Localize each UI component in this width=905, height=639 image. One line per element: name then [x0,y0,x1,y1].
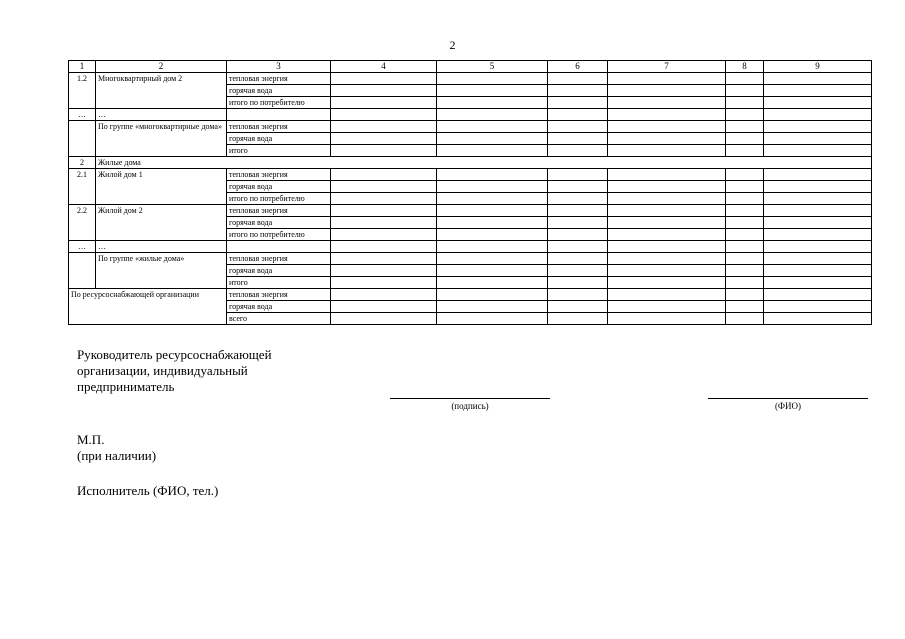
resource-cell: тепловая энергия [227,121,331,133]
resource-cell: тепловая энергия [227,289,331,301]
col-header: 7 [608,61,726,73]
resource-cell: итого по потребителю [227,193,331,205]
row-number: 2.1 [69,169,96,205]
head-title-text: Руководитель ресурсоснабжающей организации, индивидуальный предприниматель [77,347,272,394]
resource-cell: тепловая энергия [227,73,331,85]
resource-cell: тепловая энергия [227,253,331,265]
col-header: 5 [437,61,548,73]
table-row [69,205,872,217]
resource-cell: горячая вода [227,301,331,313]
table-row [69,109,872,121]
resource-cell: горячая вода [227,133,331,145]
resource-cell: горячая вода [227,85,331,97]
table-row [69,169,872,181]
executor-label: Исполнитель (ФИО, тел.) [77,483,219,498]
resource-cell: итого [227,277,331,289]
resource-cell: тепловая энергия [227,169,331,181]
stamp-block [77,432,156,464]
row-number: … [69,241,96,253]
col-header: 3 [227,61,331,73]
table-header-row [69,61,872,73]
resource-cell: тепловая энергия [227,205,331,217]
row-number: 2.2 [69,205,96,241]
table-row [69,121,872,133]
row-name: Многоквартирный дом 2 [96,73,227,109]
group-name: По группе «жилые дома» [96,253,227,289]
head-title [77,347,317,395]
resource-cell: горячая вода [227,181,331,193]
resource-cell: горячая вода [227,265,331,277]
table-row [69,73,872,85]
col-header: 4 [331,61,437,73]
col-header: 8 [726,61,764,73]
resource-cell: итого [227,145,331,157]
stamp-note: (при наличии) [77,448,157,463]
page-number: 2 [449,38,456,52]
section-row [69,157,872,169]
fio-caption: (ФИО) [774,401,802,411]
row-name: Жилой дом 2 [96,205,227,241]
fio-line [708,398,868,411]
resource-cell: итого по потребителю [227,97,331,109]
table-row [69,289,872,301]
resource-cell: горячая вода [227,217,331,229]
stamp-label: М.П. [77,432,105,447]
row-number: 1.2 [69,73,96,109]
row-name: Жилой дом 1 [96,169,227,205]
org-total-name: По ресурсоснабжающей организации [69,289,227,325]
row-name: … [96,241,227,253]
col-header: 1 [69,61,96,73]
consumption-table [68,60,872,325]
group-name: По группе «многоквартирные дома» [96,121,227,157]
resource-cell: итого по потребителю [227,229,331,241]
col-header: 9 [764,61,872,73]
col-header: 6 [548,61,608,73]
row-number: … [69,109,96,121]
table-row [69,253,872,265]
table-row [69,241,872,253]
section-name: Жилые дома [96,157,872,169]
signature-line [390,398,550,411]
row-name: … [96,109,227,121]
section-number: 2 [69,157,96,169]
col-header: 2 [96,61,227,73]
signature-caption: (подпись) [451,401,489,411]
resource-cell: всего [227,313,331,325]
